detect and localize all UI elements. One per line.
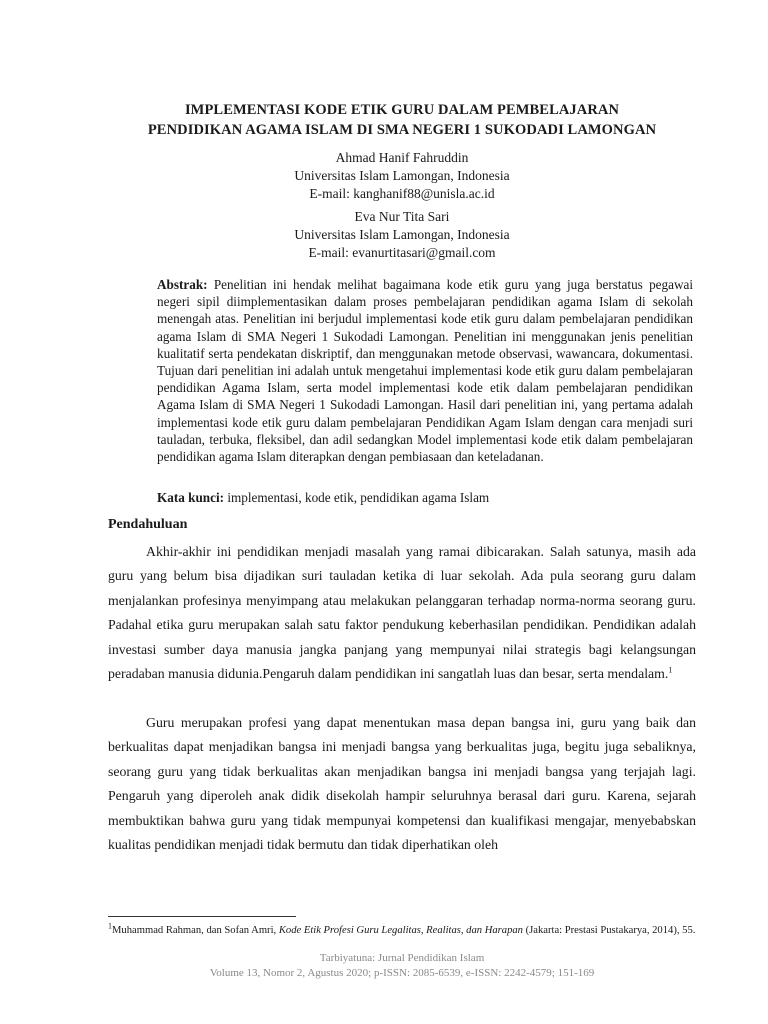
section-heading: Pendahuluan bbox=[108, 517, 188, 532]
journal-footer bbox=[108, 951, 696, 981]
author-affiliation: Universitas Islam Lamongan, Indonesia bbox=[294, 168, 510, 183]
journal-name: Tarbiyatuna: Jurnal Pendidikan Islam bbox=[319, 952, 485, 964]
journal-issue-info: Volume 13, Nomor 2, Agustus 2020; p-ISSN: 2085-6539, e-ISSN: 2242-4579; 151-169 bbox=[209, 967, 595, 979]
author-block-2 bbox=[160, 208, 644, 262]
footnote-marker: 1 bbox=[108, 921, 112, 931]
author-name: Eva Nur Tita Sari bbox=[354, 209, 450, 224]
footnote bbox=[108, 923, 696, 938]
footnote-book-title: Kode Etik Profesi Guru Legalitas, Realitas, dan Harapan bbox=[278, 925, 523, 936]
keywords-label: Kata kunci: bbox=[157, 490, 225, 505]
author-email: E-mail: kanghanif88@unisla.ac.id bbox=[309, 186, 495, 201]
abstract-label: Abstrak: bbox=[157, 277, 208, 292]
author-email: E-mail: evanurtitasari@gmail.com bbox=[308, 245, 496, 260]
body-paragraph bbox=[108, 711, 696, 857]
keywords-text: implementasi, kode etik, pendidikan agama Islam bbox=[227, 490, 490, 505]
title-line-2: PENDIDIKAN AGAMA ISLAM DI SMA NEGERI 1 SUKODADI LAMONGAN bbox=[147, 122, 657, 138]
abstract-text: Penelitian ini hendak melihat bagaimana kode etik guru yang juga berstatus pegawai negeri sipil diimplementasikan dalam proses pembelajaran pendidikan agama Islam di sekolah menengah atas. Penelitian ini berjudul implementasi kode etik guru dalam pembelajaran pendidikan agama Islam di SMA Negeri 1 Sukodadi Lamongan. Penelitian ini menggunakan jenis penelitian kualitatif serta pendekatan diskriptif, dan menggunakan metode observasi, wawancara, dokumentasi. Tujuan dari penelitian ini adalah untuk mengetahui implementasi kode etik guru dalam pembelajaran pendidikan Agama Islam, serta model implementasi kode etik dalam pembelajaran pendidikan Agama Islam di SMA Negeri 1 Sukodadi Lamongan. Hasil dari penelitian ini, yang pertama adalah implementasi kode etik guru dalam pembelajaran Pendidikan Agam Islam dengan cara menjadi suri tauladan, terbuka, fleksibel, dan adil sedangkan Model implementasi kode etik dalam pembelajaran pendidikan agama Islam diterapkan dengan pembiasaan dan keteladanan. bbox=[157, 277, 694, 465]
footnote-publisher: (Jakarta: Prestasi Pustakarya, 2014), 55. bbox=[525, 925, 696, 936]
author-block-1 bbox=[160, 149, 644, 203]
author-name: Ahmad Hanif Fahruddin bbox=[335, 150, 469, 165]
keywords bbox=[157, 489, 693, 506]
paragraph-text: Guru merupakan profesi yang dapat menentukan masa depan bangsa ini, guru yang baik dan berkualitas dapat menjadikan bangsa ini menjadi bangsa yang berkualitas juga, begitu juga sebaliknya, seorang guru yang tidak berkualitas akan menjadikan bangsa ini menjadi bangsa yang terjajah lagi. Pengaruh yang diperoleh anak didik disekolah hampir seluruhnya berasal dari guru. Karena, sejarah membuktikan bahwa guru yang tidak mempunyai kompetensi dan kualifikasi mengajar, menyebabskan kualitas pendidikan menjadi tidak bermutu dan tidak diperhatikan oleh bbox=[108, 715, 696, 853]
body-paragraph bbox=[108, 540, 696, 686]
author-affiliation: Universitas Islam Lamongan, Indonesia bbox=[294, 227, 510, 242]
abstract bbox=[157, 276, 693, 465]
footnote-authors: Muhammad Rahman, dan Sofan Amri, bbox=[112, 925, 277, 936]
paper-title bbox=[110, 100, 694, 140]
title-line-1: IMPLEMENTASI KODE ETIK GURU DALAM PEMBELAJARAN bbox=[184, 102, 620, 118]
footnote-reference: 1 bbox=[668, 665, 673, 675]
paragraph-text: Akhir-akhir ini pendidikan menjadi masalah yang ramai dibicarakan. Salah satunya, masih ada guru yang belum bisa dijadikan suri tauladan ketika di luar sekolah. Ada pula seorang guru dalam menjalankan profesinya menyimpang atau melakukan pelanggaran terhadap norma-norma seorang guru. Padahal etika guru merupakan salah satu faktor pendukung keberhasilan pendidikan. Pendidikan adalah investasi sumber daya manusia jangka panjang yang mempunyai nilai strategis bagi kelangsungan peradaban manusia didunia.Pengaruh dalam pendidikan ini sangatlah luas dan besar, serta mendalam. bbox=[108, 544, 696, 682]
footnote-divider bbox=[108, 916, 296, 917]
